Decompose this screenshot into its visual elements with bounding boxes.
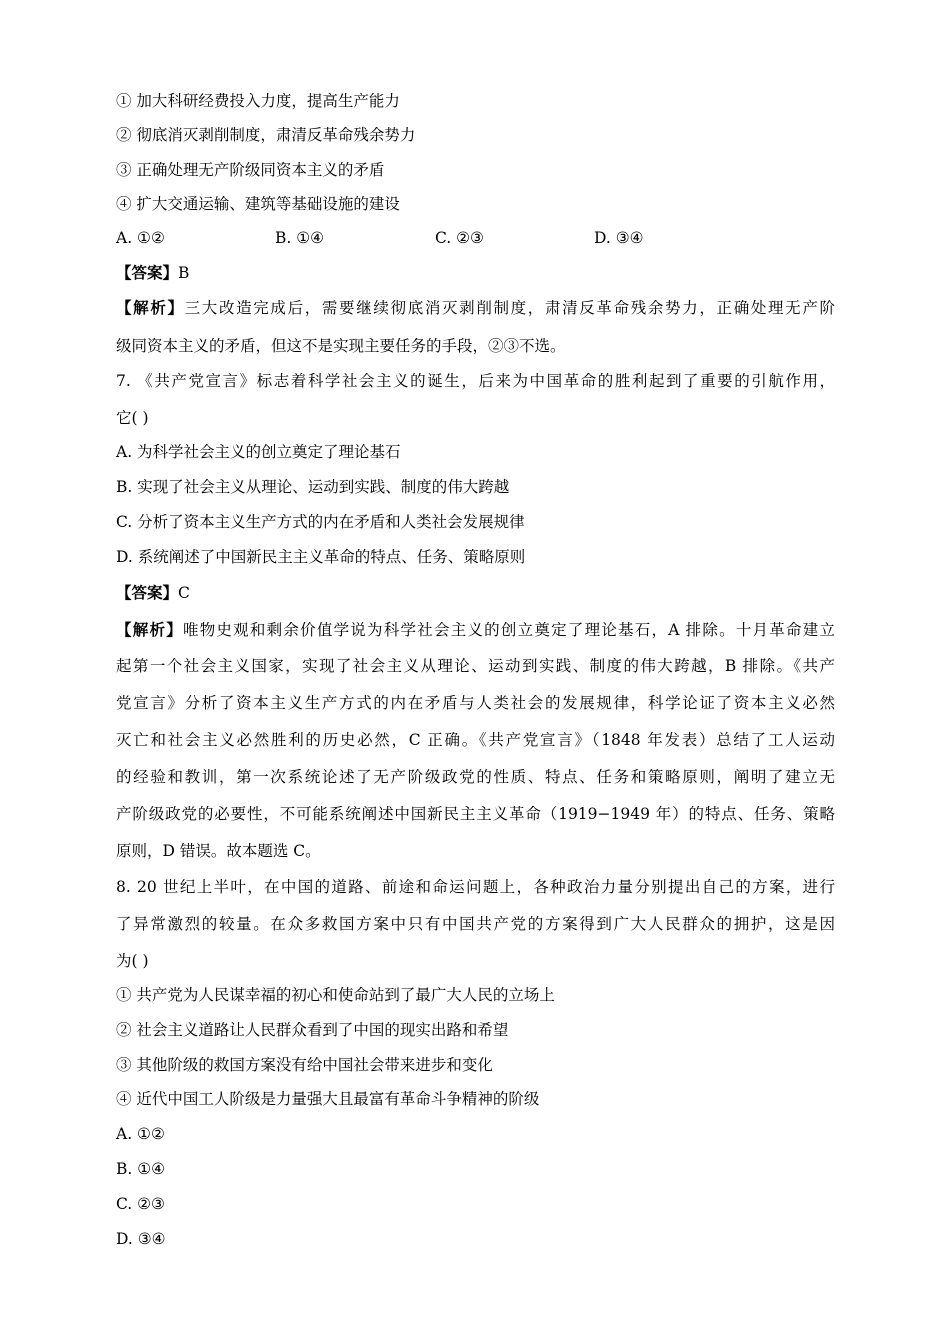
q7-analysis-label: 【解析】	[116, 620, 183, 639]
q7-stem-line-1: 7. 《共产党宣言》标志着科学社会主义的诞生，后来为中国革命的胜利起到了重要的引航作用，	[116, 372, 835, 390]
q8-stem-line-3: 为( )	[116, 952, 149, 970]
q6-statement-2: ② 彻底消灭剥削制度，肃清反革命残余势力	[116, 126, 416, 144]
q6-statement-3: ③ 正确处理无产阶级同资本主义的矛盾	[116, 161, 385, 179]
q6-option-b: B. ①④	[275, 229, 325, 247]
q7-analysis-line-6: 产阶级政党的必要性，不可能系统阐述中国新民主主义革命（1919−1949 年）的特点、任务、策略	[116, 805, 835, 823]
q6-analysis-line-2: 级同资本主义的矛盾，但这不是实现主要任务的手段，②③不选。	[116, 337, 566, 355]
q7-analysis-line-4: 灭亡和社会主义必然胜利的历史必然，C 正确。《共产党宣言》（1848 年发表）总结了工人运动	[116, 731, 835, 749]
q7-analysis-line-3: 党宣言》分析了资本主义生产方式的内在矛盾与人类社会的发展规律，科学论证了资本主义必然	[116, 694, 835, 712]
q8-statement-2: ② 社会主义道路让人民群众看到了中国的现实出路和希望	[116, 1021, 509, 1039]
q6-analysis-line-1	[116, 298, 835, 318]
q6-option-a: A. ①②	[116, 229, 165, 247]
q7-analysis-line-5: 的经验和教训，第一次系统论述了无产阶级政党的性质、特点、任务和策略原则，阐明了建立无	[116, 768, 835, 786]
q7-option-c: C. 分析了资本主义生产方式的内在矛盾和人类社会发展规律	[116, 513, 525, 531]
q7-option-a: A. 为科学社会主义的创立奠定了理论基石	[116, 443, 401, 461]
q7-answer	[116, 583, 190, 603]
q7-answer-label: 【答案】	[116, 583, 179, 602]
q6-option-d: D. ③④	[594, 229, 644, 247]
q6-statement-1: ① 加大科研经费投入力度，提高生产能力	[116, 92, 400, 110]
q6-statement-4: ④ 扩大交通运输、建筑等基础设施的建设	[116, 195, 400, 213]
q7-analysis-line-2: 起第一个社会主义国家，实现了社会主义从理论、运动到实践、制度的伟大跨越，B 排除。《共产	[116, 657, 835, 675]
q8-option-d: D. ③④	[116, 1230, 166, 1248]
q8-stem-line-1: 8. 20 世纪上半叶，在中国的道路、前途和命运问题上，各种政治力量分别提出自己的方案，进行	[116, 878, 835, 896]
q8-option-b: B. ①④	[116, 1160, 166, 1178]
q8-statement-4: ④ 近代中国工人阶级是力量强大且最富有革命斗争精神的阶级	[116, 1090, 540, 1108]
q6-answer-label: 【答案】	[116, 263, 179, 282]
q6-answer	[116, 263, 189, 283]
q6-answer-value: B	[178, 264, 190, 282]
q8-stem-line-2: 了异常激烈的较量。在众多救国方案中只有中国共产党的方案得到广大人民群众的拥护，这是因	[116, 915, 835, 933]
q6-analysis-text-1: 三大改造完成后，需要继续彻底消灭剥削制度，肃清反革命残余势力，正确处理无产阶	[184, 299, 835, 317]
q7-stem-line-2: 它( )	[116, 409, 149, 427]
q8-statement-1: ① 共产党为人民谋幸福的初心和使命站到了最广大人民的立场上	[116, 986, 555, 1004]
q7-answer-value: C	[178, 584, 190, 602]
q7-option-d: D. 系统阐述了中国新民主主义革命的特点、任务、策略原则	[116, 548, 526, 566]
q7-option-b: B. 实现了社会主义从理论、运动到实践、制度的伟大跨越	[116, 478, 510, 496]
q6-option-c: C. ②③	[435, 229, 484, 247]
q8-statement-3: ③ 其他阶级的救国方案没有给中国社会带来进步和变化	[116, 1056, 493, 1074]
q7-analysis-line-1	[116, 620, 835, 640]
q8-option-c: C. ②③	[116, 1195, 165, 1213]
q6-analysis-label: 【解析】	[116, 298, 185, 317]
q7-analysis-line-7: 原则，D 错误。故本题选 C。	[116, 842, 321, 860]
q7-analysis-text-1: 唯物史观和剩余价值学说为科学社会主义的创立奠定了理论基石，A 排除。十月革命建立	[182, 621, 835, 639]
q8-option-a: A. ①②	[116, 1125, 165, 1143]
